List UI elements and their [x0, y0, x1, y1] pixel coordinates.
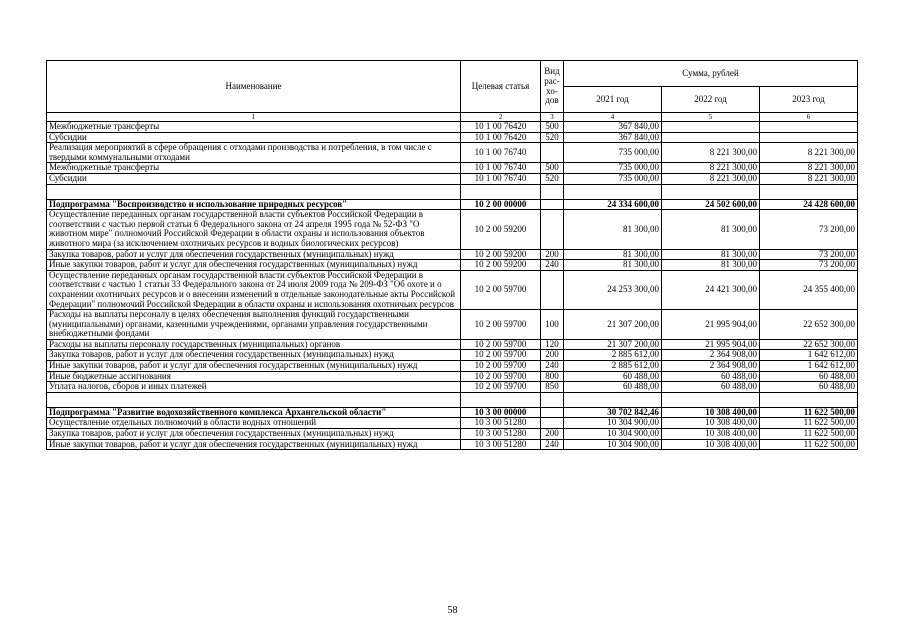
table-row: [47, 407, 858, 418]
header-target-article: Целевая статья: [461, 61, 541, 113]
table-row: [47, 350, 858, 361]
table-row: [47, 310, 858, 340]
amount-2023-cell: 60 488,00: [760, 371, 858, 382]
table-spacer-row: [47, 392, 858, 407]
amount-2021-cell: 10 304 900,00: [564, 429, 662, 440]
amount-2021-cell: 24 334 600,00: [564, 199, 662, 210]
expense-type-cell: 240: [541, 361, 564, 372]
row-name-cell: Закупка товаров, работ и услуг для обеспечения государственных (муниципальных) нужд: [47, 350, 461, 361]
table-body: [47, 122, 858, 450]
target-article-cell: 10 3 00 51280: [461, 439, 541, 450]
expense-type-cell: [541, 418, 564, 429]
target-article-cell: 10 2 00 59700: [461, 361, 541, 372]
table-spacer-row: [47, 184, 858, 199]
amount-2022-cell: [662, 132, 760, 143]
expense-type-cell: 500: [541, 122, 564, 133]
amount-2022-cell: 60 488,00: [662, 371, 760, 382]
table-row: [47, 199, 858, 210]
amount-2022-cell: 2 364 908,00: [662, 361, 760, 372]
target-article-cell: 10 1 00 76420: [461, 132, 541, 143]
header-name: Наименование: [47, 61, 461, 113]
column-number: 2: [461, 113, 541, 122]
amount-2021-cell: 735 000,00: [564, 173, 662, 184]
expense-type-cell: 500: [541, 163, 564, 174]
amount-2023-cell: 11 622 500,00: [760, 439, 858, 450]
amount-2021-cell: 735 000,00: [564, 163, 662, 174]
amount-2023-cell: 73 200,00: [760, 249, 858, 260]
amount-2022-cell: 81 300,00: [662, 249, 760, 260]
amount-2022-cell: 10 308 400,00: [662, 439, 760, 450]
expense-type-cell: [541, 270, 564, 309]
table-row: [47, 418, 858, 429]
amount-2021-cell: 21 307 200,00: [564, 310, 662, 340]
row-name-cell: Межбюджетные трансферты: [47, 122, 461, 133]
amount-2022-cell: 24 502 600,00: [662, 199, 760, 210]
amount-2023-cell: 24 428 600,00: [760, 199, 858, 210]
amount-2022-cell: 10 308 400,00: [662, 418, 760, 429]
amount-2022-cell: 21 995 904,00: [662, 339, 760, 350]
table-row: [47, 382, 858, 393]
amount-2022-cell: 2 364 908,00: [662, 350, 760, 361]
column-number: 1: [47, 113, 461, 122]
target-article-cell: 10 1 00 76740: [461, 163, 541, 174]
table-row: [47, 132, 858, 143]
table-row: [47, 339, 858, 350]
target-article-cell: 10 3 00 00000: [461, 407, 541, 418]
amount-2022-cell: 60 488,00: [662, 382, 760, 393]
amount-2021-cell: 81 300,00: [564, 249, 662, 260]
row-name-cell: Подпрограмма "Развитие водохозяйственного комплекса Архангельской области": [47, 407, 461, 418]
amount-2021-cell: 24 253 300,00: [564, 270, 662, 309]
table-row: [47, 143, 858, 163]
header-sum: Сумма, рублей: [564, 61, 858, 87]
empty-cell: [662, 392, 760, 407]
amount-2023-cell: 11 622 500,00: [760, 418, 858, 429]
expense-type-cell: 200: [541, 249, 564, 260]
amount-2022-cell: 8 221 300,00: [662, 163, 760, 174]
table-row: [47, 429, 858, 440]
empty-cell: [47, 392, 461, 407]
expense-type-cell: 520: [541, 173, 564, 184]
amount-2021-cell: 10 304 900,00: [564, 439, 662, 450]
row-name-cell: Осуществление переданных органам государственной власти субъектов Российской Федерации в соответствии с частью 1 статьи 33 Федерального закона от 24 июля 2009 года № 209-ФЗ "Об охоте и о сохранении охотничьих ресурсов и о внесении изменений в отдельные законодательные акты Российской Федерации" полномочий Российской Федерации в области охраны и использования охотничьих ресурсов: [47, 270, 461, 309]
amount-2023-cell: 22 652 300,00: [760, 310, 858, 340]
amount-2023-cell: [760, 132, 858, 143]
empty-cell: [662, 184, 760, 199]
amount-2023-cell: 1 642 612,00: [760, 350, 858, 361]
amount-2021-cell: 60 488,00: [564, 371, 662, 382]
expense-type-cell: 100: [541, 310, 564, 340]
row-name-cell: Межбюджетные трансферты: [47, 163, 461, 174]
expense-type-cell: [541, 210, 564, 249]
amount-2023-cell: 73 200,00: [760, 210, 858, 249]
amount-2021-cell: 367 840,00: [564, 132, 662, 143]
row-name-cell: Реализация мероприятий в сфере обращения с отходами производства и потребления, в том числе с твердыми коммунальными отходами: [47, 143, 461, 163]
target-article-cell: 10 2 00 59700: [461, 371, 541, 382]
target-article-cell: 10 2 00 59700: [461, 310, 541, 340]
amount-2023-cell: 22 652 300,00: [760, 339, 858, 350]
row-name-cell: Осуществление переданных органам государственной власти субъектов Российской Федерации в соответствии с частью первой статьи 6 Федерального закона от 24 апреля 1995 года № 52-ФЗ "О животном мире" полномочий Российской Федерации в области охраны и использования объектов животного мира (за исключением охотничьих ресурсов и водных биологических ресурсов): [47, 210, 461, 249]
amount-2021-cell: 367 840,00: [564, 122, 662, 133]
empty-cell: [541, 392, 564, 407]
amount-2021-cell: 10 304 900,00: [564, 418, 662, 429]
column-number: 5: [662, 113, 760, 122]
amount-2023-cell: 24 355 400,00: [760, 270, 858, 309]
amount-2022-cell: 24 421 300,00: [662, 270, 760, 309]
row-name-cell: Иные закупки товаров, работ и услуг для обеспечения государственных (муниципальных) нужд: [47, 439, 461, 450]
expense-type-cell: 200: [541, 350, 564, 361]
column-number: 6: [760, 113, 858, 122]
row-name-cell: Подпрограмма "Воспроизводство и использование природных ресурсов": [47, 199, 461, 210]
header-year-2022: 2022 год: [662, 87, 760, 113]
target-article-cell: 10 2 00 59700: [461, 350, 541, 361]
amount-2022-cell: 8 221 300,00: [662, 143, 760, 163]
target-article-cell: 10 2 00 59700: [461, 382, 541, 393]
header-year-2021: 2021 год: [564, 87, 662, 113]
amount-2022-cell: 8 221 300,00: [662, 173, 760, 184]
header-expense-type: Вид рас-хо-дов: [541, 61, 564, 113]
row-name-cell: Осуществление отдельных полномочий в области водных отношений: [47, 418, 461, 429]
empty-cell: [564, 392, 662, 407]
expense-type-cell: 800: [541, 371, 564, 382]
table-row: [47, 210, 858, 249]
amount-2023-cell: [760, 122, 858, 133]
column-number: 4: [564, 113, 662, 122]
amount-2022-cell: 10 308 400,00: [662, 407, 760, 418]
amount-2022-cell: 10 308 400,00: [662, 429, 760, 440]
target-article-cell: 10 1 00 76420: [461, 122, 541, 133]
expense-type-cell: 240: [541, 260, 564, 271]
expense-type-cell: 520: [541, 132, 564, 143]
empty-cell: [461, 392, 541, 407]
amount-2021-cell: 2 885 612,00: [564, 350, 662, 361]
amount-2021-cell: 81 300,00: [564, 260, 662, 271]
target-article-cell: 10 2 00 59700: [461, 270, 541, 309]
amount-2021-cell: 21 307 200,00: [564, 339, 662, 350]
amount-2023-cell: 8 221 300,00: [760, 163, 858, 174]
empty-cell: [541, 184, 564, 199]
target-article-cell: 10 1 00 76740: [461, 143, 541, 163]
amount-2023-cell: 1 642 612,00: [760, 361, 858, 372]
amount-2021-cell: 81 300,00: [564, 210, 662, 249]
row-name-cell: Закупка товаров, работ и услуг для обеспечения государственных (муниципальных) нужд: [47, 429, 461, 440]
row-name-cell: Уплата налогов, сборов и иных платежей: [47, 382, 461, 393]
amount-2021-cell: 30 702 842,46: [564, 407, 662, 418]
expense-type-cell: [541, 143, 564, 163]
target-article-cell: 10 2 00 59200: [461, 249, 541, 260]
expense-type-cell: 120: [541, 339, 564, 350]
expense-type-cell: [541, 407, 564, 418]
amount-2023-cell: 11 622 500,00: [760, 407, 858, 418]
table-row: [47, 439, 858, 450]
budget-table: [46, 60, 858, 450]
amount-2021-cell: 735 000,00: [564, 143, 662, 163]
amount-2023-cell: 8 221 300,00: [760, 173, 858, 184]
amount-2023-cell: 73 200,00: [760, 260, 858, 271]
row-name-cell: Иные закупки товаров, работ и услуг для обеспечения государственных (муниципальных) нужд: [47, 260, 461, 271]
target-article-cell: 10 2 00 59700: [461, 339, 541, 350]
amount-2022-cell: 21 995 904,00: [662, 310, 760, 340]
row-name-cell: Иные бюджетные ассигнования: [47, 371, 461, 382]
amount-2023-cell: 60 488,00: [760, 382, 858, 393]
empty-cell: [461, 184, 541, 199]
expense-type-cell: 850: [541, 382, 564, 393]
table-row: [47, 173, 858, 184]
header-year-2023: 2023 год: [760, 87, 858, 113]
expense-type-cell: 200: [541, 429, 564, 440]
table-row: [47, 270, 858, 309]
amount-2022-cell: 81 300,00: [662, 210, 760, 249]
target-article-cell: 10 2 00 59200: [461, 260, 541, 271]
empty-cell: [760, 184, 858, 199]
amount-2021-cell: 2 885 612,00: [564, 361, 662, 372]
target-article-cell: 10 2 00 00000: [461, 199, 541, 210]
row-name-cell: Расходы на выплаты персоналу в целях обеспечения выполнения функций государственными (муниципальными) органами, казенными учреждениями, органами управления государственными внебюджетными фондами: [47, 310, 461, 340]
table-row: [47, 361, 858, 372]
table-row: [47, 249, 858, 260]
row-name-cell: Субсидии: [47, 132, 461, 143]
row-name-cell: Иные закупки товаров, работ и услуг для обеспечения государственных (муниципальных) нужд: [47, 361, 461, 372]
empty-cell: [564, 184, 662, 199]
empty-cell: [760, 392, 858, 407]
row-name-cell: Закупка товаров, работ и услуг для обеспечения государственных (муниципальных) нужд: [47, 249, 461, 260]
table-row: [47, 122, 858, 133]
page-number: 58: [447, 605, 458, 616]
amount-2022-cell: 81 300,00: [662, 260, 760, 271]
expense-type-cell: 240: [541, 439, 564, 450]
table-row: [47, 163, 858, 174]
target-article-cell: 10 1 00 76740: [461, 173, 541, 184]
expense-type-cell: [541, 199, 564, 210]
row-name-cell: Расходы на выплаты персоналу государственных (муниципальных) органов: [47, 339, 461, 350]
target-article-cell: 10 3 00 51280: [461, 418, 541, 429]
amount-2023-cell: 11 622 500,00: [760, 429, 858, 440]
amount-2023-cell: 8 221 300,00: [760, 143, 858, 163]
row-name-cell: Субсидии: [47, 173, 461, 184]
table-row: [47, 260, 858, 271]
amount-2021-cell: 60 488,00: [564, 382, 662, 393]
column-number: 3: [541, 113, 564, 122]
empty-cell: [47, 184, 461, 199]
table-row: [47, 371, 858, 382]
target-article-cell: 10 3 00 51280: [461, 429, 541, 440]
amount-2022-cell: [662, 122, 760, 133]
target-article-cell: 10 2 00 59200: [461, 210, 541, 249]
